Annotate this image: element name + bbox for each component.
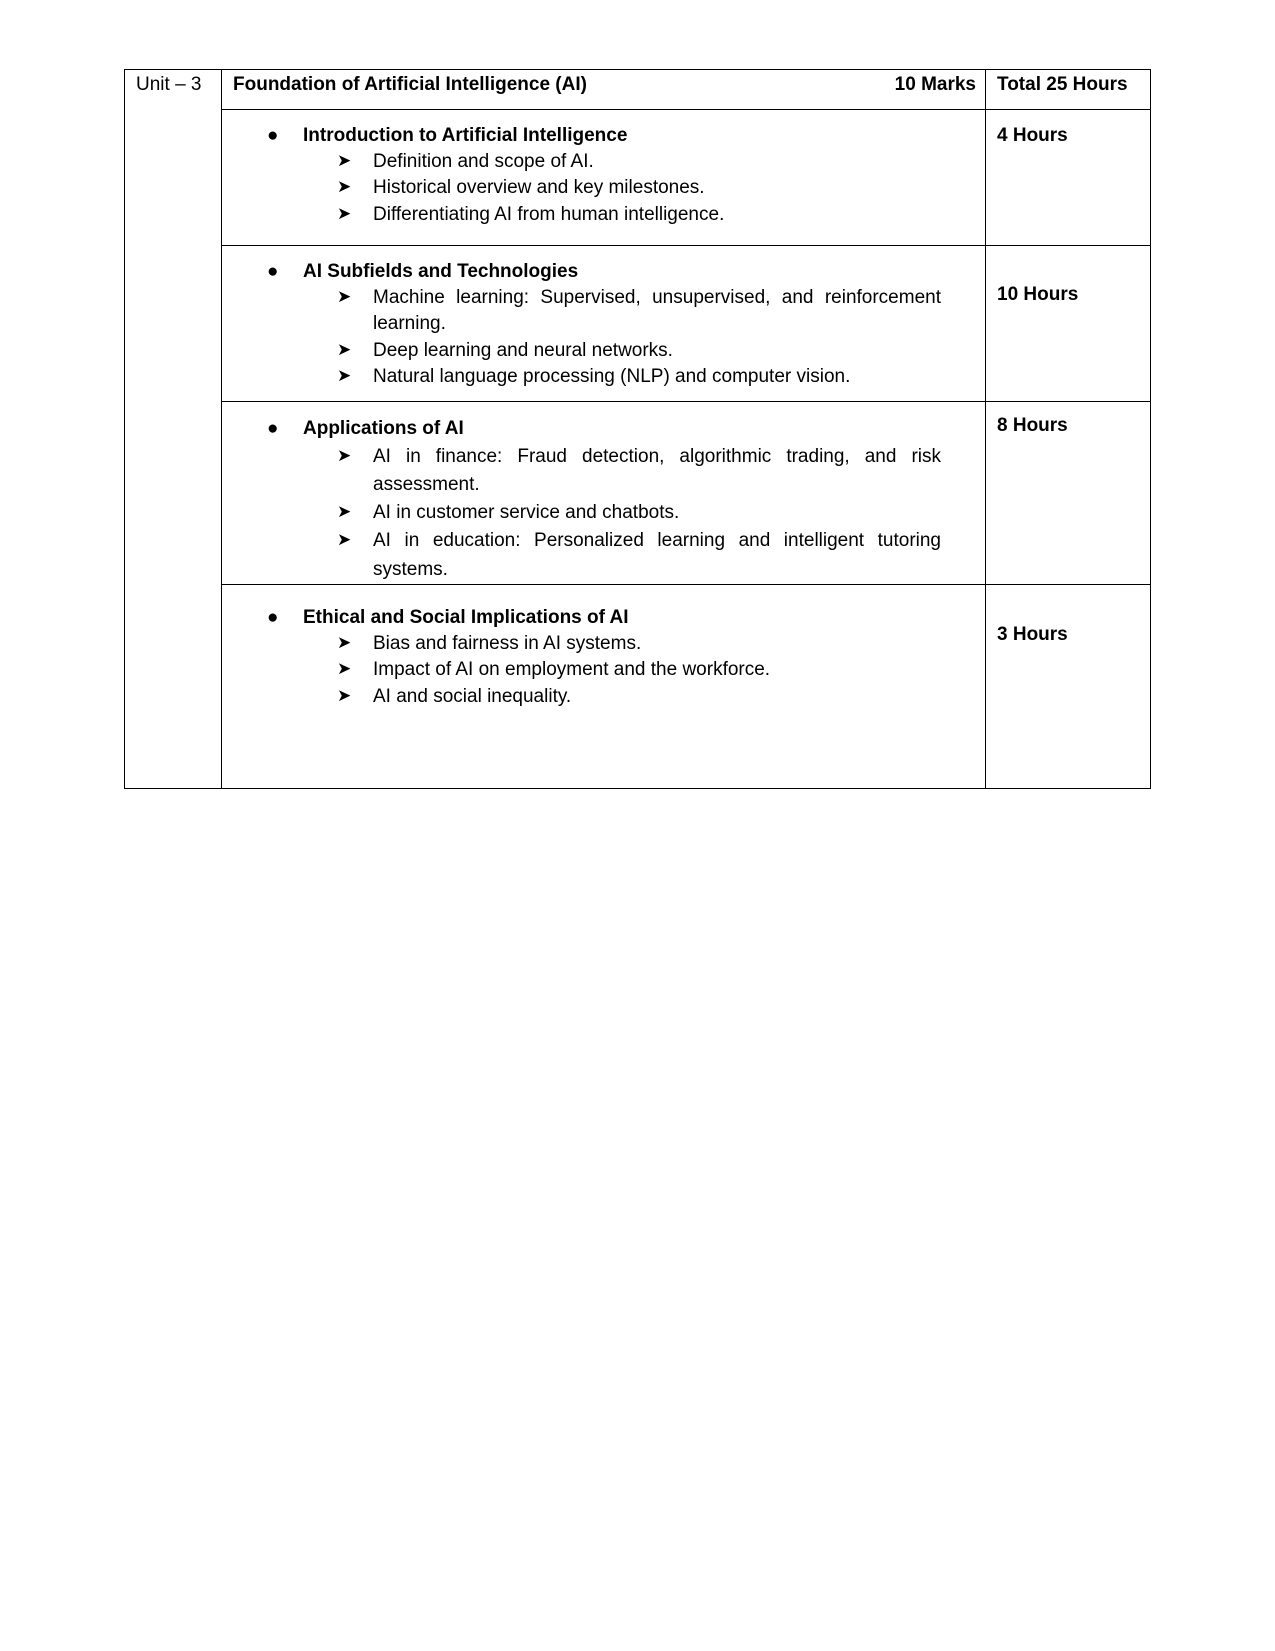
topic-points-list bbox=[222, 285, 941, 390]
topic-row bbox=[125, 585, 1151, 789]
list-item bbox=[337, 364, 941, 390]
list-item bbox=[337, 527, 941, 583]
arrow-bullet-icon: ➤ bbox=[337, 502, 352, 522]
topic-points-list bbox=[222, 443, 941, 584]
topic-hours-cell bbox=[986, 110, 1151, 246]
topic-hours: 8 Hours bbox=[997, 415, 1068, 436]
arrow-bullet-icon: ➤ bbox=[337, 633, 352, 653]
list-item-text: AI in finance: Fraud detection, algorithmic trading, and risk assessment. bbox=[373, 446, 941, 496]
topic-row bbox=[125, 246, 1151, 402]
list-item-text: Deep learning and neural networks. bbox=[373, 339, 673, 361]
topic-hours-cell bbox=[986, 402, 1151, 585]
list-item-text: AI and social inequality. bbox=[373, 685, 572, 707]
topic-row bbox=[125, 402, 1151, 585]
topic-title-text: AI Subfields and Technologies bbox=[303, 261, 579, 282]
bullet-icon: ● bbox=[267, 261, 279, 282]
arrow-bullet-icon: ➤ bbox=[337, 177, 352, 197]
arrow-bullet-icon: ➤ bbox=[337, 287, 352, 307]
unit-marks: 10 Marks bbox=[894, 74, 976, 95]
topic-content-cell bbox=[222, 585, 986, 789]
list-item bbox=[337, 338, 941, 364]
list-item-text: AI in education: Personalized learning and intelligent tutoring systems. bbox=[373, 530, 941, 580]
unit-label-cell bbox=[125, 70, 222, 789]
list-item-text: Differentiating AI from human intelligence. bbox=[373, 203, 725, 225]
list-item bbox=[337, 149, 941, 175]
topic-title bbox=[222, 415, 941, 443]
list-item bbox=[337, 202, 941, 228]
unit-title-cell bbox=[222, 70, 986, 110]
arrow-bullet-icon: ➤ bbox=[337, 446, 352, 466]
unit-total-hours: Total 25 Hours bbox=[997, 74, 1128, 95]
list-item bbox=[337, 499, 941, 527]
unit-total-hours-cell bbox=[986, 70, 1151, 110]
unit-label: Unit – 3 bbox=[136, 74, 202, 95]
unit-title: Foundation of Artificial Intelligence (AI) bbox=[233, 74, 587, 95]
bullet-icon: ● bbox=[267, 607, 279, 628]
topic-content-cell bbox=[222, 110, 986, 246]
arrow-bullet-icon: ➤ bbox=[337, 151, 352, 171]
topic-hours: 10 Hours bbox=[997, 284, 1079, 305]
topic-title-text: Introduction to Artificial Intelligence bbox=[303, 125, 628, 146]
list-item bbox=[337, 443, 941, 499]
topic-title-text: Ethical and Social Implications of AI bbox=[303, 607, 629, 628]
arrow-bullet-icon: ➤ bbox=[337, 530, 352, 550]
topic-title bbox=[222, 605, 941, 631]
list-item-text: AI in customer service and chatbots. bbox=[373, 502, 680, 524]
topic-points-list bbox=[222, 149, 941, 228]
list-item-text: Machine learning: Supervised, unsupervised, and reinforcement learning. bbox=[373, 287, 941, 335]
arrow-bullet-icon: ➤ bbox=[337, 365, 352, 385]
topic-title bbox=[222, 123, 941, 149]
list-item-text: Impact of AI on employment and the workforce. bbox=[373, 659, 771, 681]
arrow-bullet-icon: ➤ bbox=[337, 339, 352, 359]
arrow-bullet-icon: ➤ bbox=[337, 659, 352, 679]
unit-header-row bbox=[125, 70, 1151, 110]
arrow-bullet-icon: ➤ bbox=[337, 203, 352, 223]
list-item bbox=[337, 175, 941, 201]
topic-points-list bbox=[222, 631, 941, 710]
topic-content-cell bbox=[222, 246, 986, 402]
topic-row bbox=[125, 110, 1151, 246]
topic-hours: 4 Hours bbox=[997, 125, 1068, 146]
topic-content-cell bbox=[222, 402, 986, 585]
list-item bbox=[337, 657, 941, 683]
list-item-text: Bias and fairness in AI systems. bbox=[373, 633, 642, 655]
list-item bbox=[337, 631, 941, 657]
list-item bbox=[337, 684, 941, 710]
bullet-icon: ● bbox=[267, 125, 279, 146]
list-item bbox=[337, 285, 941, 337]
topic-hours-cell bbox=[986, 246, 1151, 402]
list-item-text: Historical overview and key milestones. bbox=[373, 177, 705, 199]
list-item-text: Definition and scope of AI. bbox=[373, 151, 594, 173]
syllabus-table bbox=[124, 69, 1151, 789]
bullet-icon: ● bbox=[267, 418, 279, 439]
topic-title bbox=[222, 259, 941, 285]
topic-title-text: Applications of AI bbox=[303, 418, 464, 439]
list-item-text: Natural language processing (NLP) and computer vision. bbox=[373, 365, 851, 387]
arrow-bullet-icon: ➤ bbox=[337, 685, 352, 705]
topic-hours: 3 Hours bbox=[997, 624, 1068, 645]
topic-hours-cell bbox=[986, 585, 1151, 789]
